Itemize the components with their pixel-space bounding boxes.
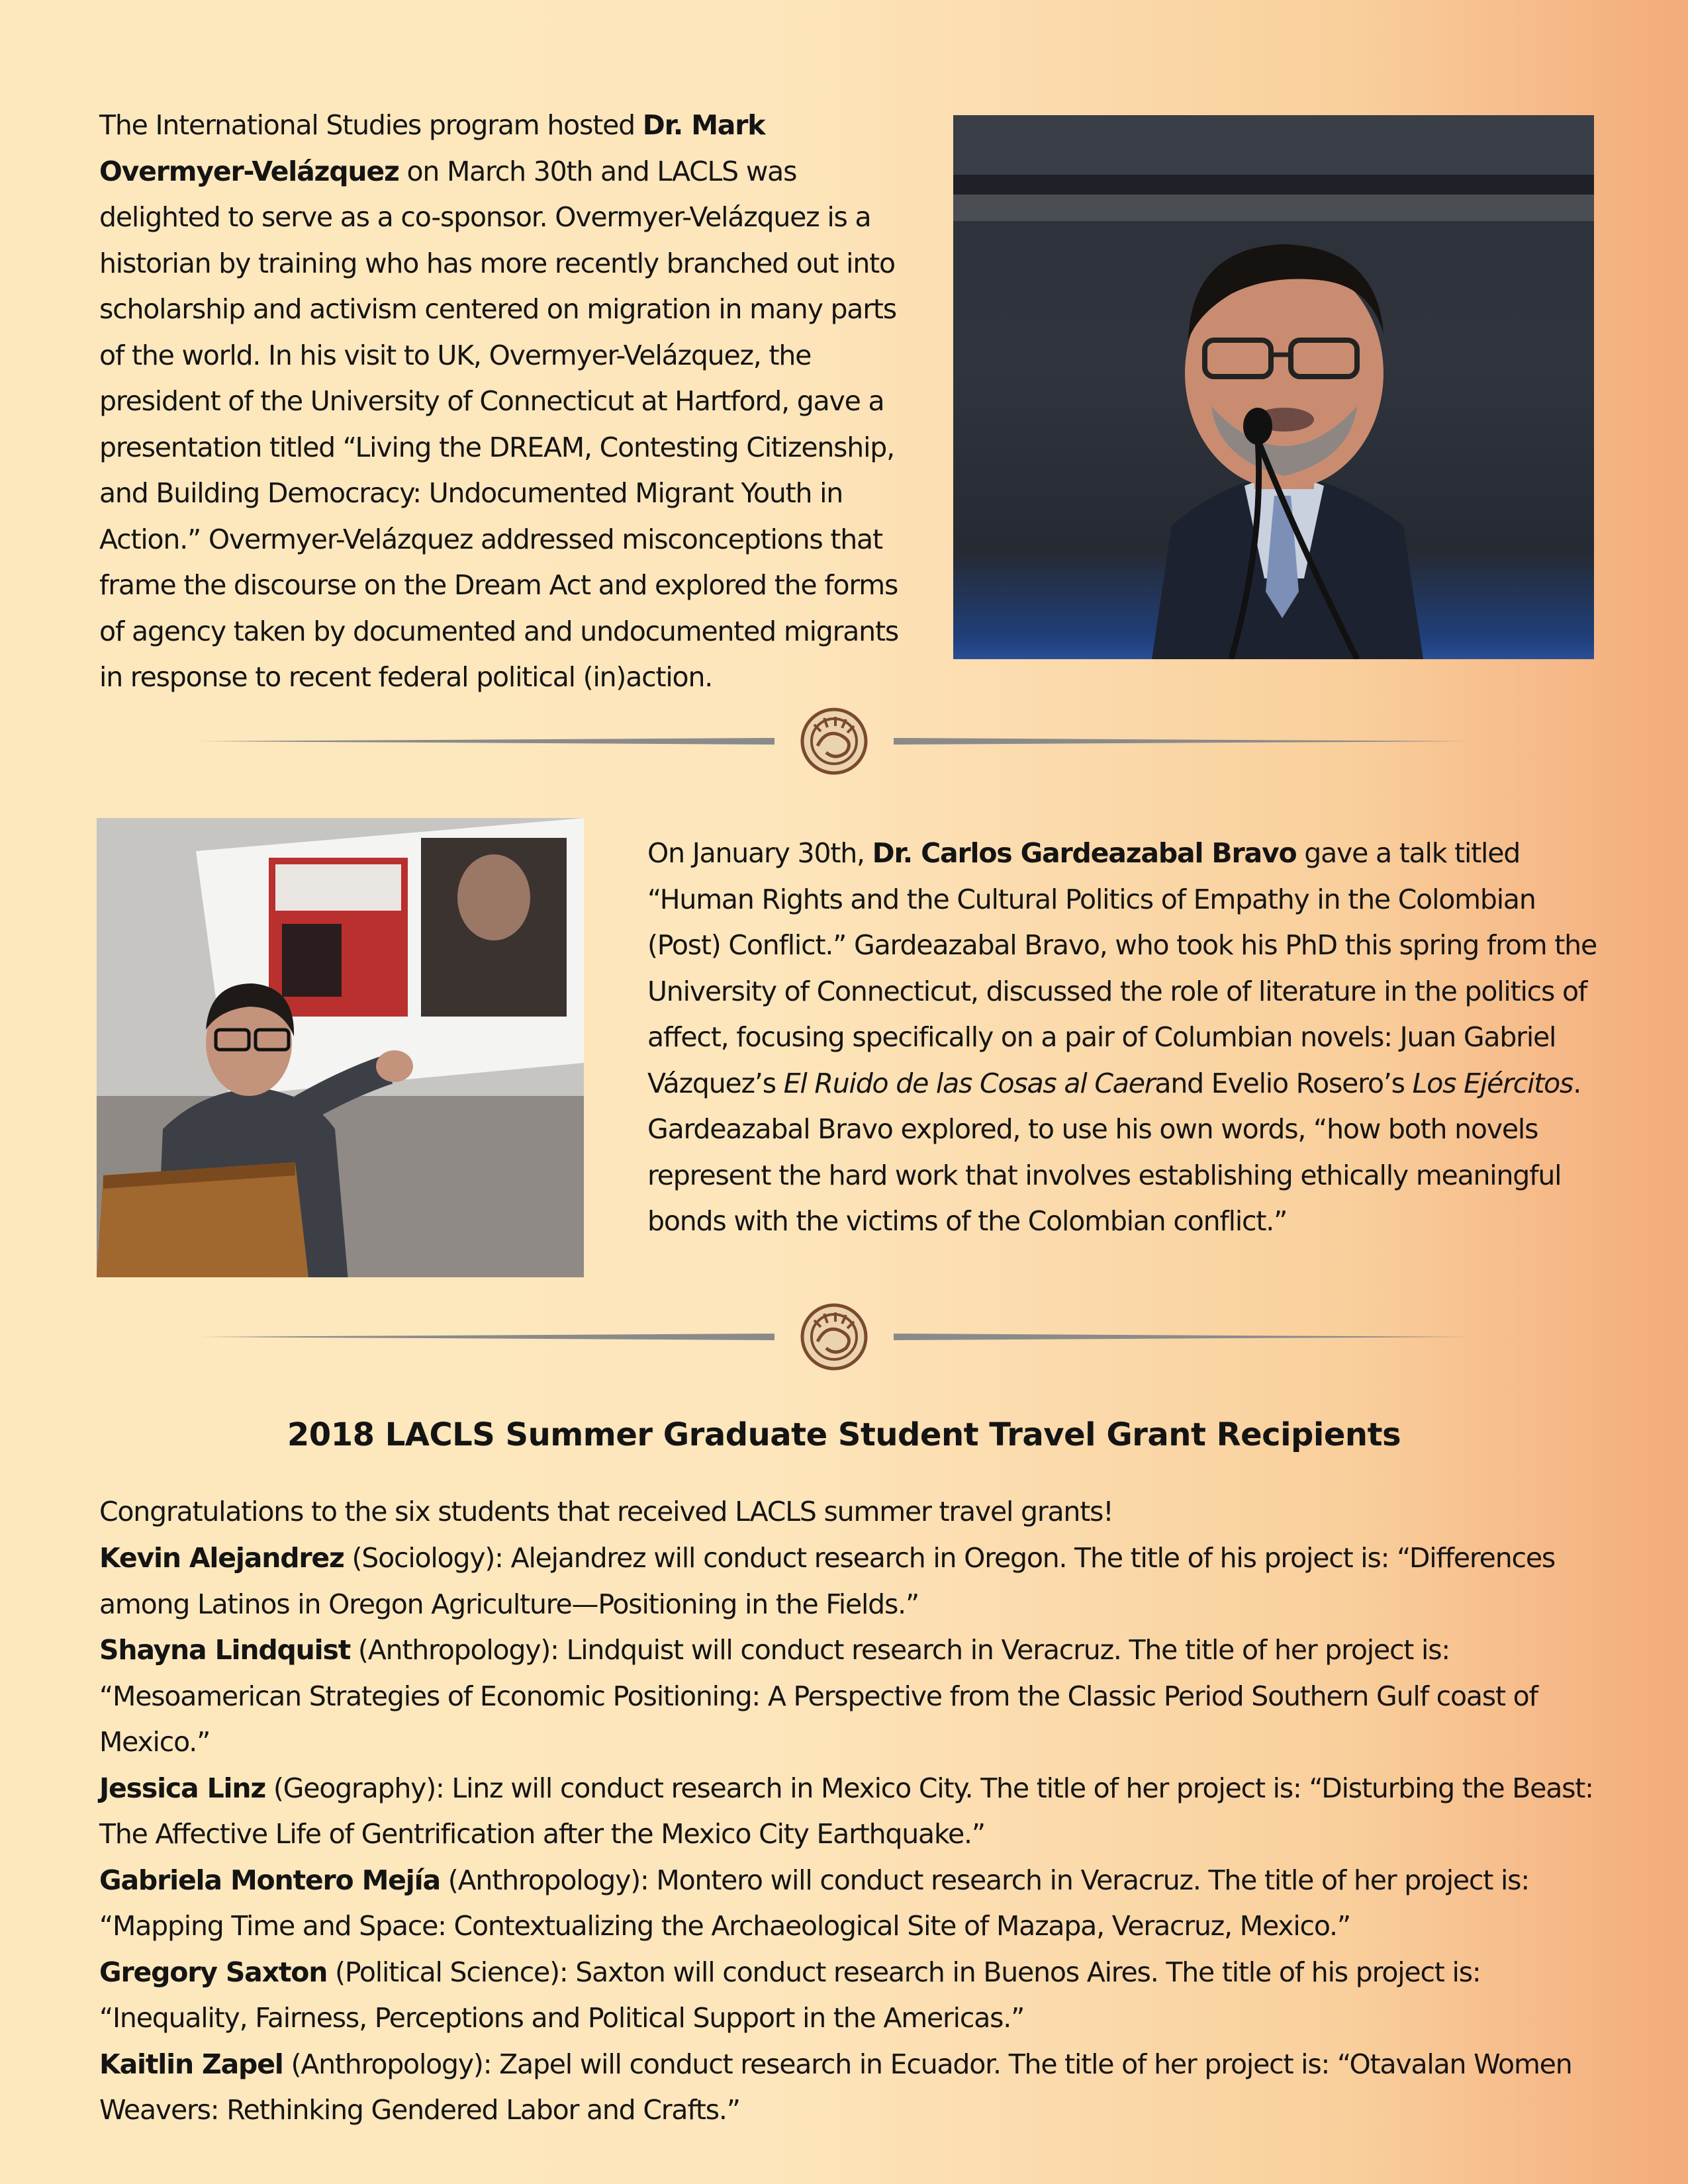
recipient-entry: [99, 1627, 1622, 1766]
grants-intro-text: Congratulations to the six students that received LACLS summer travel grants!: [99, 1496, 1113, 1527]
overmyer-paragraph: [99, 103, 920, 701]
recipient-description: (Anthropology): Montero will conduct research in Veracruz. The title of her project is: “Mapping Time and Space: Contextualizing the Archaeological Site of Mazapa, Veracruz, Mexico.”: [99, 1864, 1529, 1942]
recipient-description: (Geography): Linz will conduct research in Mexico City. The title of her project is: “Disturbing the Beast: The Affective Life of Gentrification after the Mexico City Earthquake.”: [99, 1772, 1593, 1850]
overmyer-name: Dr. Mark Overmyer-Velázquez: [99, 109, 765, 187]
recipient-description: (Political Science): Saxton will conduct research in Buenos Aires. The title of his project is: “Inequality, Fairness, Perceptions and Political Support in the Americas.”: [99, 1956, 1481, 2034]
recipient-name: Jessica Linz: [99, 1772, 265, 1804]
aztec-seal-icon: [802, 1305, 866, 1369]
novel-title-1: El Ruido de las Cosas al Caer: [783, 1067, 1155, 1099]
grants-heading: 2018 LACLS Summer Graduate Student Travel Grant Recipients: [287, 1416, 1401, 1453]
gardeazabal-article: [647, 831, 1614, 1245]
recipient-name: Kevin Alejandrez: [99, 1542, 344, 1574]
talk-text-2: gave a talk titled “Human Rights and the Cultural Politics of Empathy in the Colombian (Post) Conflict.” Gardeazabal Bravo, who took his PhD this spring from the University of Connecticut, discussed the role of literature in the politics of affect, focusing specifically on a pair of Columbian novels: Juan Gabriel Vázquez’s: [647, 837, 1597, 1099]
recipient-name: Shayna Lindquist: [99, 1634, 351, 1666]
overmyer-text-1: The International Studies program hosted: [99, 109, 643, 141]
talk-text-1: On January 30th,: [647, 837, 872, 869]
overmyer-article: [99, 103, 920, 701]
recipient-entry: [99, 1858, 1622, 1950]
overmyer-text-2: on March 30th and LACLS was delighted to serve as a co-sponsor. Overmyer-Velázquez is a historian by training who has more recently branched out into scholarship and activism centered on migration in many parts of the world. In his visit to UK, Overmyer-Velázquez, the president of the University of Connecticut at Hartford, gave a presentation titled “Living the DREAM, Contesting Citizenship, and Building Democracy: Undocumented Migrant Youth in Action.” Overmyer-Velázquez addressed misconceptions that frame the discourse on the Dream Act and explored the forms of agency taken by documented and undocumented migrants in response to recent federal political (in)action.: [99, 155, 898, 693]
recipient-entry: [99, 2042, 1622, 2134]
recipient-description: (Anthropology): Zapel will conduct research in Ecuador. The title of her project is: “Otavalan Women Weavers: Rethinking Gendered Labor and Crafts.”: [99, 2048, 1572, 2126]
gardeazabal-photo: [97, 818, 584, 1277]
recipient-name: Gabriela Montero Mejía: [99, 1864, 440, 1896]
overmyer-photo-illustration: [953, 115, 1594, 659]
recipient-description: (Anthropology): Lindquist will conduct research in Veracruz. The title of her project is: “Mesoamerican Strategies of Economic Positioning: A Perspective from the Classic Period Southern Gulf coast of Mexico.”: [99, 1634, 1538, 1758]
recipient-entry: [99, 1766, 1622, 1858]
gardeazabal-paragraph: [647, 831, 1614, 1245]
recipient-entry: [99, 1535, 1622, 1627]
aztec-seal-icon: [802, 709, 866, 773]
gardeazabal-photo-illustration: [97, 818, 584, 1277]
grants-recipient-list: [99, 1535, 1622, 2134]
section-divider: [199, 705, 1470, 778]
recipient-name: Gregory Saxton: [99, 1956, 328, 1988]
talk-text-3: and Evelio Rosero’s: [1154, 1067, 1413, 1099]
grants-intro: [99, 1489, 1622, 1535]
novel-title-2: Los Ejércitos: [1412, 1067, 1573, 1099]
overmyer-photo: [953, 115, 1594, 659]
section-divider: [199, 1300, 1470, 1373]
talk-text-4: . Gardeazabal Bravo explored, to use his own words, “how both novels represent the hard work that involves establishing ethically meaningful bonds with the victims of the Colombian conflict.”: [647, 1067, 1581, 1237]
gardeazabal-name: Dr. Carlos Gardeazabal Bravo: [872, 837, 1297, 869]
recipient-entry: [99, 1950, 1622, 2042]
recipient-description: (Sociology): Alejandrez will conduct research in Oregon. The title of his project is: “Differences among Latinos in Oregon Agriculture—Positioning in the Fields.”: [99, 1542, 1556, 1620]
recipient-name: Kaitlin Zapel: [99, 2048, 283, 2080]
